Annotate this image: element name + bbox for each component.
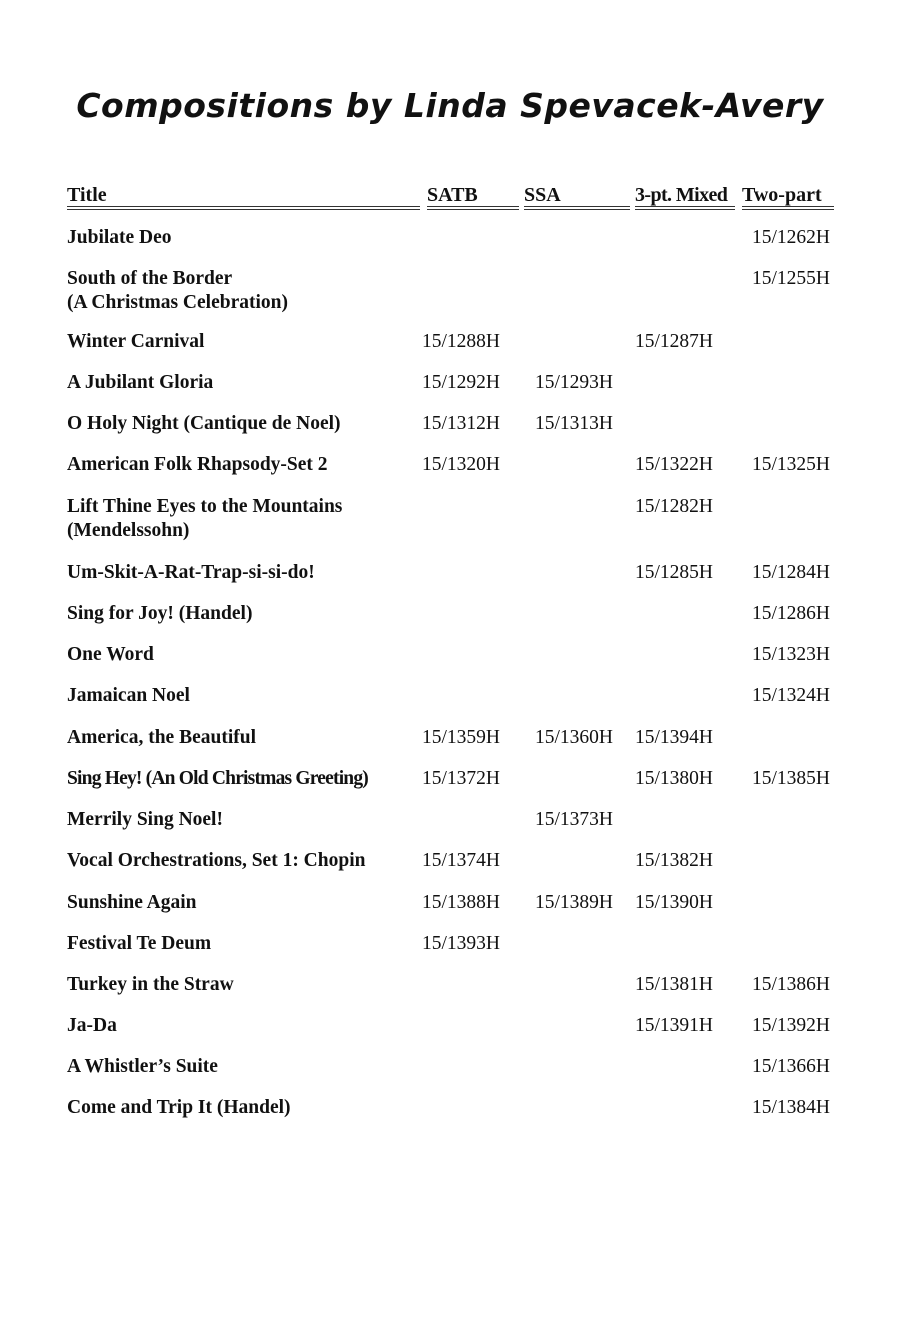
composition-title: Turkey in the Straw — [67, 974, 234, 995]
catalog-number-satb: 15/1312H — [422, 413, 500, 434]
catalog-number-ssa: 15/1360H — [535, 727, 613, 748]
composition-title: American Folk Rhapsody-Set 2 — [67, 454, 328, 475]
catalog-number-satb: 15/1359H — [422, 727, 500, 748]
composition-title: Ja-Da — [67, 1015, 117, 1036]
composition-title: South of the Border (A Christmas Celebration) — [67, 268, 288, 313]
catalog-number-satb: 15/1288H — [422, 331, 500, 352]
catalog-number-satb: 15/1374H — [422, 850, 500, 871]
composition-title: Festival Te Deum — [67, 933, 212, 954]
column-header-two-part: Two-part — [742, 184, 834, 210]
composition-title: Come and Trip It (Handel) — [67, 1097, 291, 1118]
composition-title: Merrily Sing Noel! — [67, 809, 223, 830]
composition-title: America, the Beautiful — [67, 727, 257, 748]
catalog-number-two: 15/1325H — [752, 454, 830, 475]
composition-title: One Word — [67, 644, 154, 665]
catalog-number-satb: 15/1388H — [422, 892, 500, 913]
catalog-number-two: 15/1255H — [752, 268, 830, 289]
composition-title: Lift Thine Eyes to the Mountains (Mendelssohn) — [67, 496, 343, 541]
composition-title: Jamaican Noel — [67, 685, 190, 706]
catalog-number-mixed: 15/1390H — [635, 892, 713, 913]
composition-title: O Holy Night (Cantique de Noel) — [67, 413, 341, 434]
column-header-3pt-mixed: 3-pt. Mixed — [635, 184, 735, 210]
catalog-number-two: 15/1385H — [752, 768, 830, 789]
catalog-number-ssa: 15/1373H — [535, 809, 613, 830]
catalog-number-two: 15/1386H — [752, 974, 830, 995]
catalog-number-two: 15/1366H — [752, 1056, 830, 1077]
catalog-number-two: 15/1392H — [752, 1015, 830, 1036]
catalog-number-mixed: 15/1382H — [635, 850, 713, 871]
column-header-satb: SATB — [427, 184, 519, 210]
catalog-number-satb: 15/1320H — [422, 454, 500, 475]
catalog-number-two: 15/1384H — [752, 1097, 830, 1118]
page-title: Compositions by Linda Spevacek-Avery — [76, 86, 824, 125]
composition-title: Um-Skit-A-Rat-Trap-si-si-do! — [67, 562, 315, 583]
composition-title: Sunshine Again — [67, 892, 197, 913]
catalog-number-mixed: 15/1285H — [635, 562, 713, 583]
composition-title: A Jubilant Gloria — [67, 372, 214, 393]
composition-title: A Whistler’s Suite — [67, 1056, 218, 1077]
catalog-number-mixed: 15/1282H — [635, 496, 713, 517]
catalog-number-two: 15/1262H — [752, 227, 830, 248]
catalog-number-ssa: 15/1389H — [535, 892, 613, 913]
catalog-number-two: 15/1284H — [752, 562, 830, 583]
catalog-number-ssa: 15/1313H — [535, 413, 613, 434]
catalog-number-satb: 15/1393H — [422, 933, 500, 954]
catalog-number-mixed: 15/1287H — [635, 331, 713, 352]
column-header-title: Title — [67, 184, 420, 210]
catalog-number-two: 15/1286H — [752, 603, 830, 624]
catalog-number-mixed: 15/1380H — [635, 768, 713, 789]
column-header-ssa: SSA — [524, 184, 630, 210]
composition-title: Sing Hey! (An Old Christmas Greeting) — [67, 768, 368, 789]
catalog-number-satb: 15/1372H — [422, 768, 500, 789]
catalog-number-two: 15/1324H — [752, 685, 830, 706]
composition-title: Sing for Joy! (Handel) — [67, 603, 253, 624]
catalog-number-two: 15/1323H — [752, 644, 830, 665]
composition-title: Vocal Orchestrations, Set 1: Chopin — [67, 850, 366, 871]
catalog-number-mixed: 15/1394H — [635, 727, 713, 748]
catalog-number-mixed: 15/1381H — [635, 974, 713, 995]
composition-title: Winter Carnival — [67, 331, 205, 352]
catalog-number-satb: 15/1292H — [422, 372, 500, 393]
catalog-number-mixed: 15/1391H — [635, 1015, 713, 1036]
composition-title: Jubilate Deo — [67, 227, 172, 248]
catalog-number-ssa: 15/1293H — [535, 372, 613, 393]
catalog-number-mixed: 15/1322H — [635, 454, 713, 475]
